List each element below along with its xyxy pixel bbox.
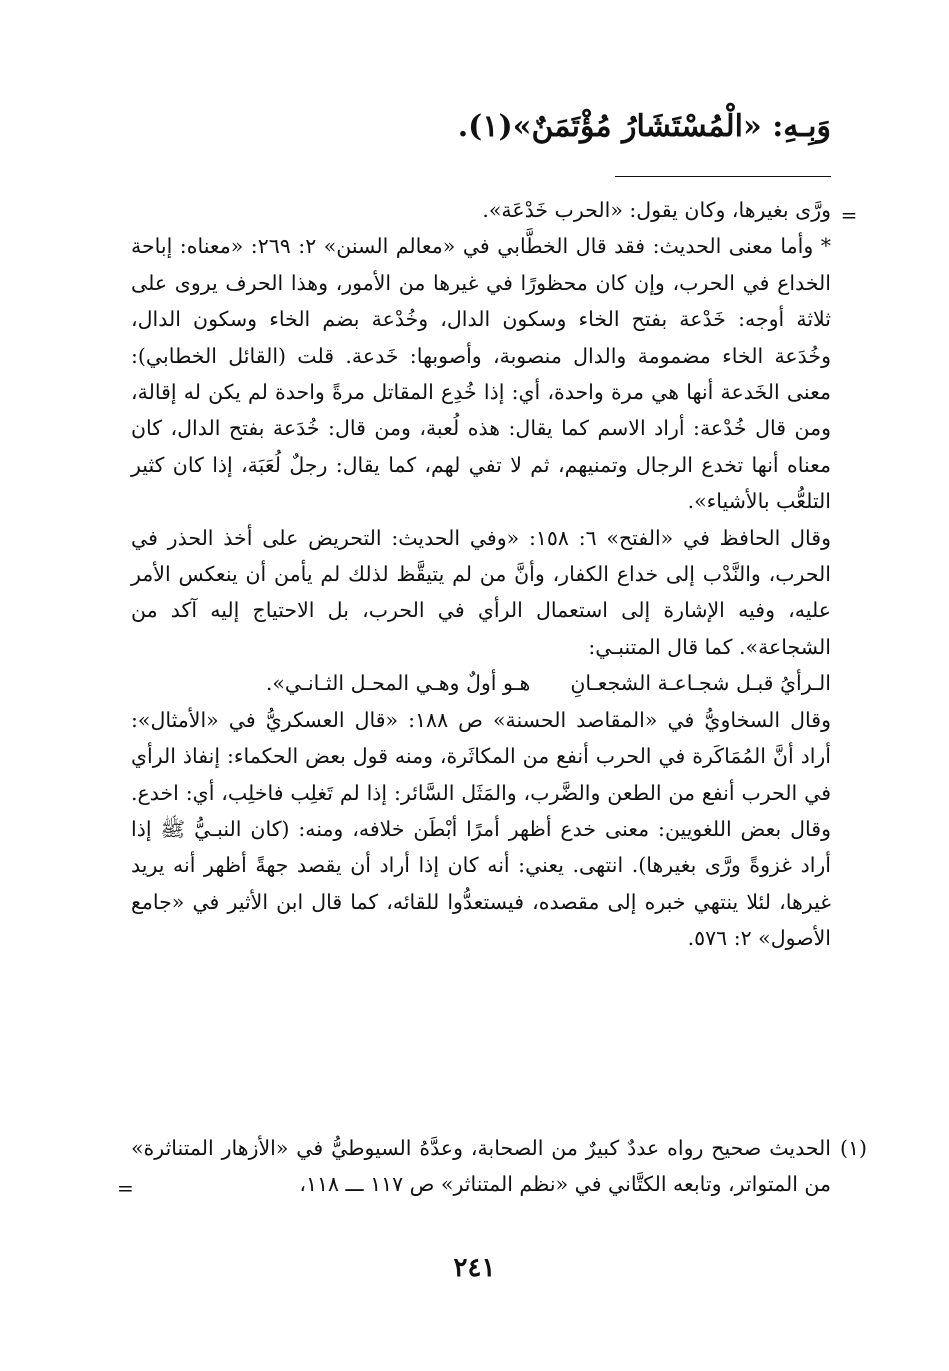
footnote-continuation [131,192,831,957]
poetry-verse [131,665,831,701]
footnote-1-text: الحديث صحيح رواه عددٌ كبيرٌ من الصحابة، وعدَّهُ السيوطيُّ في «الأزهار المتناثرة» من المتواتر، وتابعه الكتَّاني في «نظم المتناثر» ص ١١٧ ـــ ١١٨، [131,1136,832,1197]
footnote-opening-line: ورَّى بغيرها، وكان يقول: «الحرب خَدْعَة». [482,198,831,222]
meaning-paragraph: * وأما معنى الحديث: فقد قال الخطَّابي في «معالم السنن» ٢: ٢٦٩: «معناه: إباحة الخداع في الحرب، وإن كان محظورًا في غيرها من الأمور، وهذا الحرف يروى على ثلاثة أوجه: خَدْعة بفتح الخاء وسكون الدال، وخُدْعة بضم الخاء وسكون الدال، وخُدَعة الخاء مضمومة والدال منصوبة، وأصوبها: خَدعة. قلت (القائل الخطابي): معنى الخَدعة أنها هي مرة واحدة، أي: إذا خُدِع المقاتل مرةً واحدة لم يكن له إقالة، ومن قال خُدْعة: أراد الاسم كما يقال: هذه لُعبة، ومن قال: خُدَعة بفتح الدال، كان معناه أنها تخدع الرجال وتمنيهم، ثم لا تفي لهم، كما يقال: رجلٌ لُعَبَة، إذا كان كثير التلعُّب بالأشياء». [131,234,831,514]
footnote-continuation-mark: = [117,1176,134,1200]
footnote-1 [131,1130,867,1203]
footnote-separator [615,176,831,177]
hafiz-paragraph: وقال الحافظ في «الفتح» ٦: ١٥٨: «وفي الحديث: التحريض على أخذ الحذر في الحرب، والنَّدْب إلى خداع الكفار، وأنَّ من لم يتيقَّظ لذلك لم يأمن أن ينعكس الأمر عليه، وفيه الإشارة إلى استعمال الرأي في الحرب، بل الاحتياج إليه آكد من الشجاعة». كما قال المتنبـي: [131,525,831,659]
verse-first-hemistich: الـرأيُ قبـل شجـاعـة الشجعـانِ [570,671,831,696]
page-number: ٢٤١ [453,1253,496,1283]
verse-second-hemistich: هـو أولٌ وهـي المحـل الثـانـي». [265,671,531,696]
sakhawi-paragraph: وقال السخاويُّ في «المقاصد الحسنة» ص ١٨٨: «قال العسكريُّ في «الأمثال»: أراد أنَّ المُمَاكَرة في الحرب أنفع من المكاثَرة، ومنه قول بعض الحكماء: إنفاذ الرأي في الحرب أنفع من الطعن والضَّرب، والمَثَل السَّائر: إذا لم تَغلِب فاخلِب، أي: اخدع. وقال بعض اللغويين: معنى خدع أظهر أمرًا أبْطَن خلافه، ومنه: (كان النبـيُّ ﷺ إذا أراد غزوةً ورَّى بغيرها). انتهى. يعني: أنه كان إذا أراد أن يقصد جهةً أظهر أنه يريد غيرها، لئلا ينتهي خبره إلى مقصده، فيستعدُّوا للقائه، كما قال ابن الأثير في «جامع الأصول» ٢: ٥٧٦. [131,707,831,951]
footnote-number: (١) [839,1136,867,1160]
main-text: وَبِـهِ: «الْمُسْتَشَارُ مُؤْتَمَنٌ»(١). [457,109,831,144]
carry-over-mark: = [840,203,858,227]
